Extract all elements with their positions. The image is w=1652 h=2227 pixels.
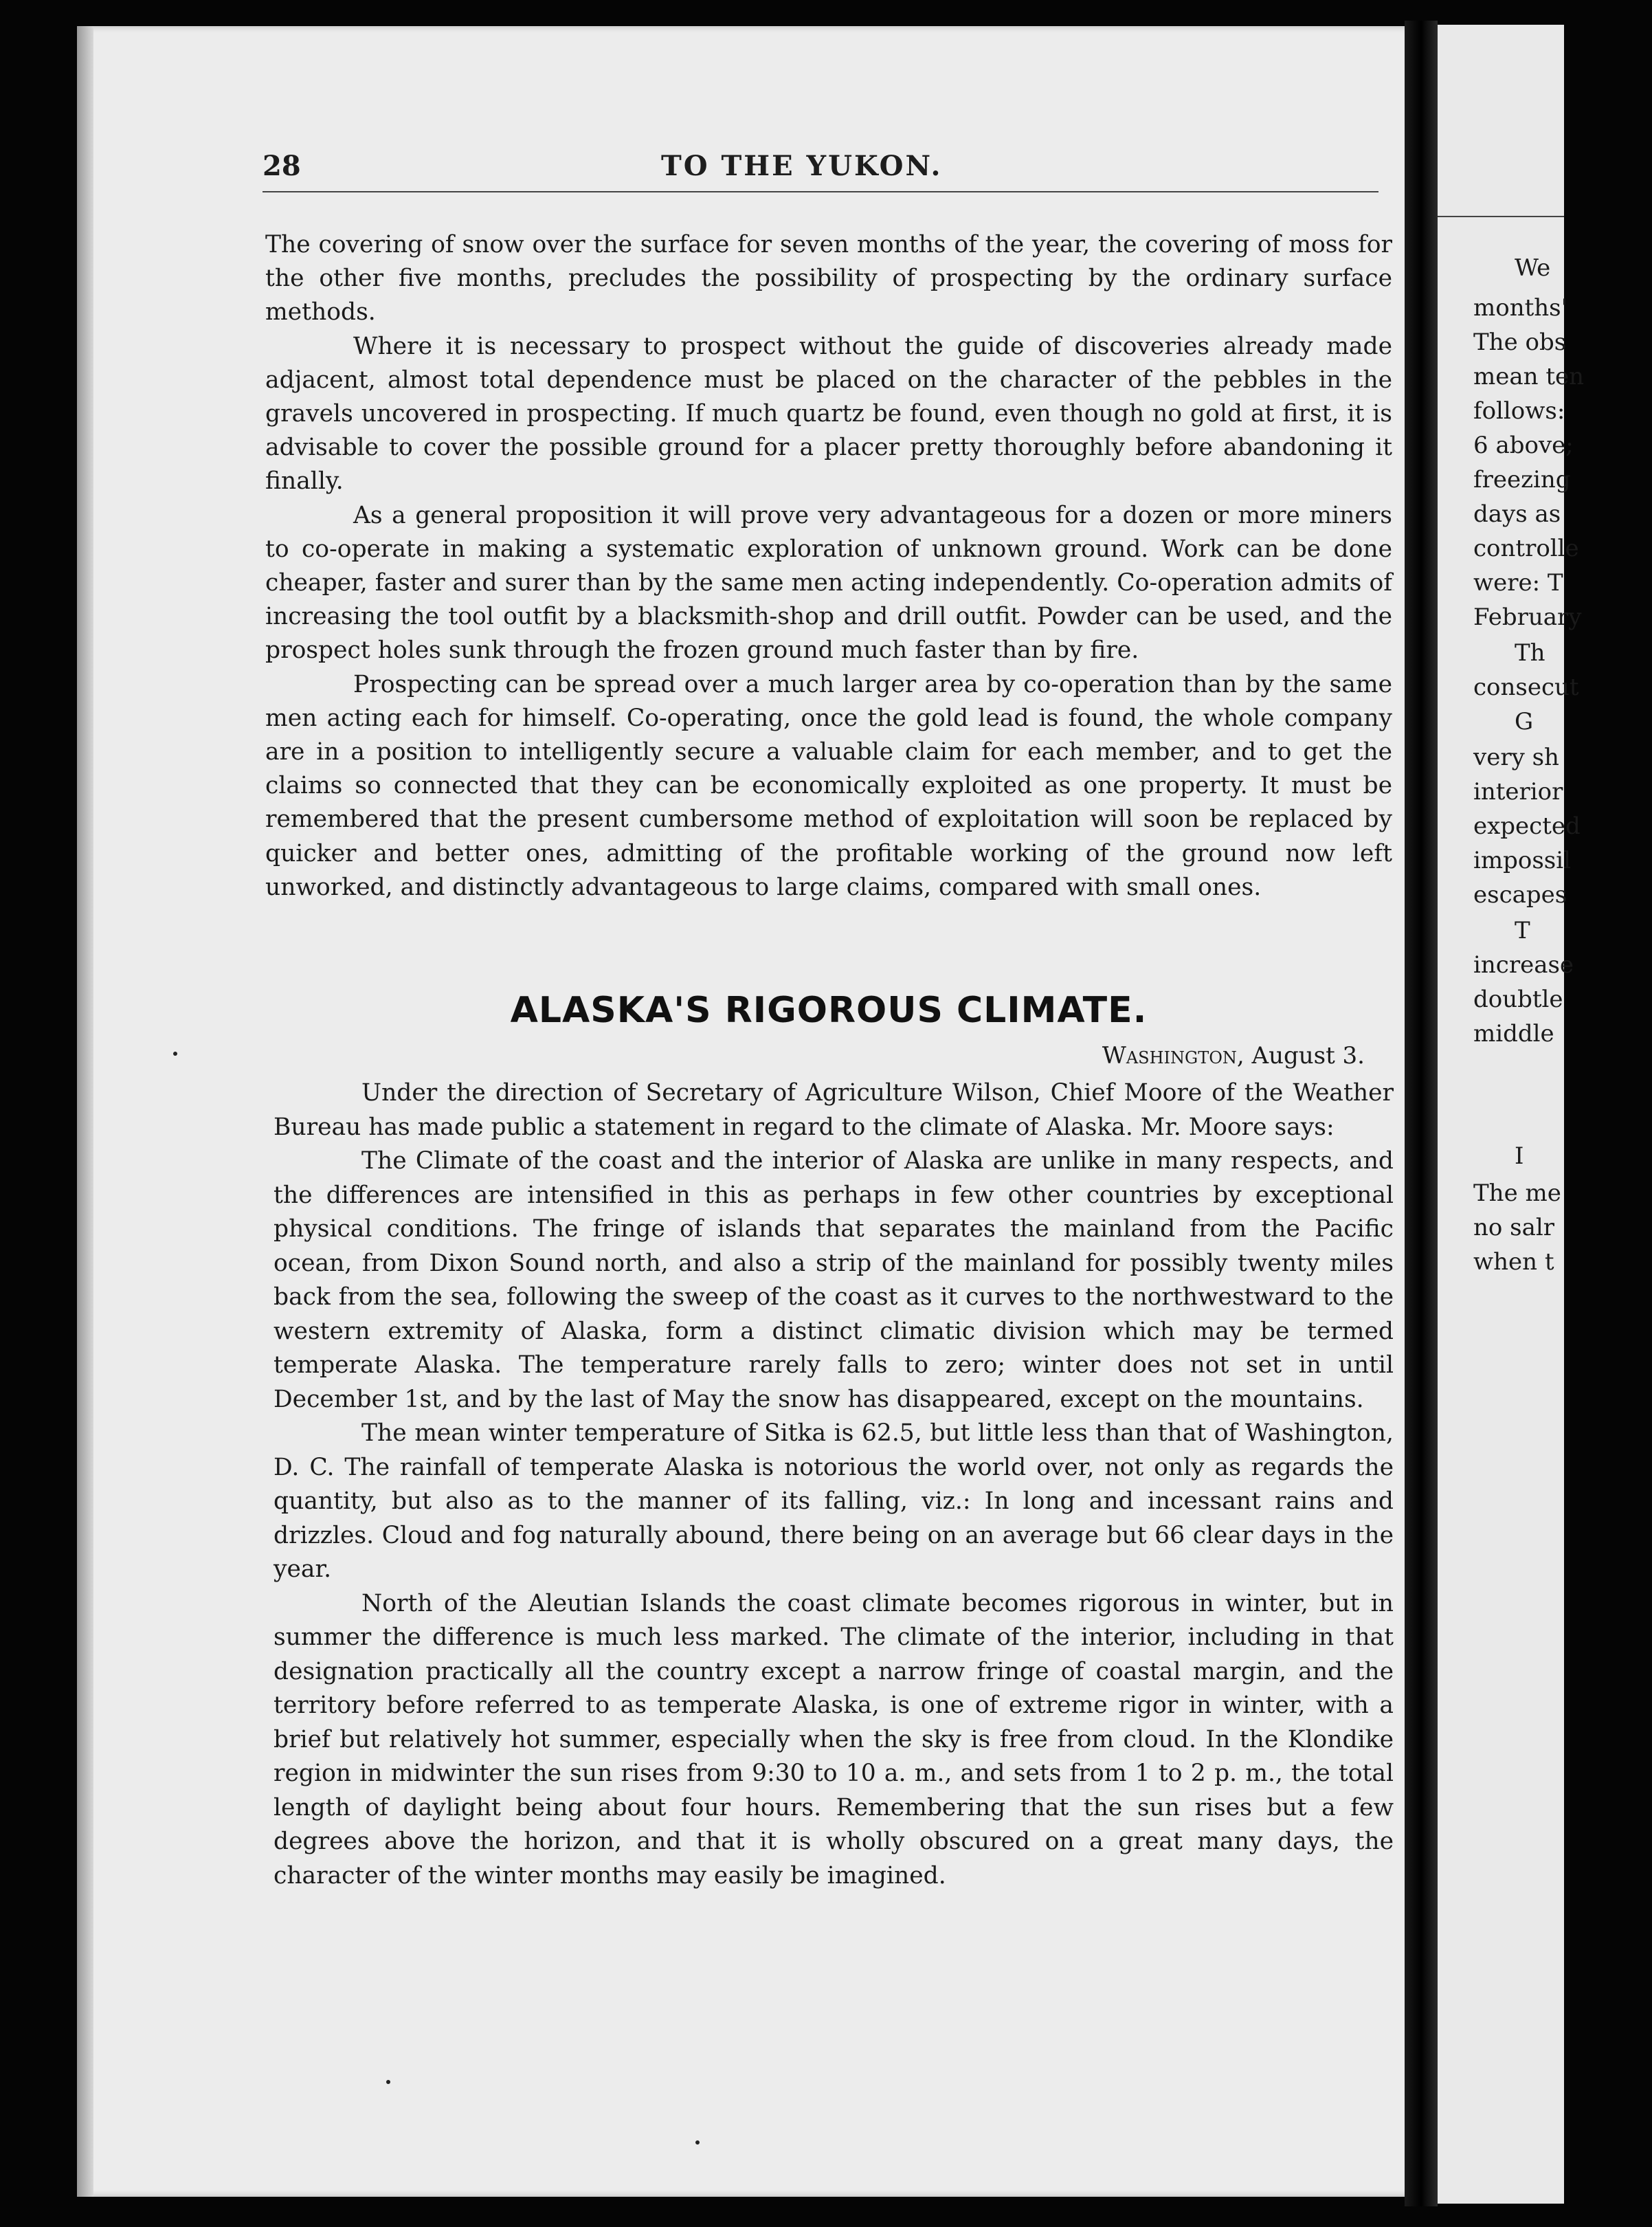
facing-page-line: mean ten <box>1473 363 1585 390</box>
book-page-right <box>1438 25 1585 2204</box>
facing-page-line: consecut <box>1473 674 1579 701</box>
facing-page-line: no salr <box>1473 1214 1555 1241</box>
facing-page-line: very sh <box>1473 744 1559 771</box>
paragraph: Where it is necessary to prospect without the guide of discoveries already made adjacent, almost total dependence must be placed on the character of the pebbles in the gravels uncovered in prospecting. If much quartz be found, even though no gold at first, it is advisable to cover the possible ground for a placer pretty thoroughly before abandoning it finally. <box>265 332 1392 496</box>
facing-page-line: doubtle <box>1473 986 1563 1013</box>
dateline-date: , August 3. <box>1236 1042 1365 1070</box>
facing-page-line: impossil <box>1473 847 1571 874</box>
facing-page-line: T <box>1515 917 1530 944</box>
facing-page-line: controlle <box>1473 535 1579 562</box>
article-climate <box>274 1076 1394 1893</box>
facing-page-line: escapes <box>1473 881 1567 909</box>
paragraph: North of the Aleutian Islands the coast climate becomes rigorous in winter, but in summer the difference is much less marked. The climate of the interior, including in that designation practically all the country except a narrow fringe of coastal margin, and the territory before referred to as temperate Alaska, is one of extreme rigor in winter, with a brief but relatively hot summer, especially when the sky is free from cloud. In the Klondike region in midwinter the sun rises from 9:30 to 10 a. m., and sets from 1 to 2 p. m., the total length of daylight being about four hours. Remembering that the sun rises but a few degrees above the horizon, and that it is wholly obscured on a great many days, the character of the winter months may easily be imagined. <box>274 1589 1394 1890</box>
paragraph: As a general proposition it will prove very advantageous for a dozen or more miners to co-operate in making a systematic exploration of unknown ground. Work can be done cheaper, faster and surer than by the same men acting independently. Co-operation admits of increasing the tool outfit by a blacksmith-shop and drill outfit. Powder can be used, and the prospect holes sunk through the frozen ground much faster than by fire. <box>265 501 1392 665</box>
facing-page-line: middle <box>1473 1020 1554 1048</box>
article-prospecting <box>265 228 1392 905</box>
facing-page-line: G <box>1515 708 1534 735</box>
page-edge-shadow <box>77 26 93 2197</box>
paragraph: The Climate of the coast and the interior of Alaska are unlike in many respects, and the differences are intensified in this as perhaps in few other countries by exceptional physical conditions. The fringe of islands that separates the mainland from the Pacific ocean, from Dixon Sound north, and also a strip of the mainland for possibly twenty miles back from the sea, following the sweep of the coast as it curves to the northwestward to the western extremity of Alaska, form a distinct climatic division which may be termed temperate Alaska. The temperature rarely falls to zero; winter does not set in until December 1st, and by the last of May the snow has disappeared, except on the mountains. <box>274 1147 1394 1413</box>
paragraph: Prospecting can be spread over a much larger area by co-operation than by the same men acting each for himself. Co-operating, once the gold lead is found, the whole company are in a position to intelligently secure a valuable claim for each member, and to get the claims so connected that they can be economically exploited as one property. It must be remembered that the present cumbersome method of exploitation will soon be replaced by quicker and better ones, admitting of the profitable working of the ground now left unworked, and distinctly advantageous to large claims, compared with small ones. <box>265 670 1392 901</box>
facing-page-line: February <box>1473 603 1582 631</box>
paragraph: The mean winter temperature of Sitka is 62.5, but little less than that of Washington, D. C. The rainfall of temperate Alaska is notorious the world over, not only as regards the quantity, but also as to the manner of its falling, viz.: In long and incessant rains and drizzles. Cloud and fog naturally abound, there being on an average but 66 clear days in the year. <box>274 1419 1394 1583</box>
facing-page-line: I <box>1515 1142 1524 1170</box>
facing-page-line: Th <box>1515 639 1545 667</box>
paragraph: Under the direction of Secretary of Agriculture Wilson, Chief Moore of the Weather Bureau has made public a statement in regard to the climate of Alaska. Mr. Moore says: <box>274 1079 1394 1141</box>
facing-page-line: 6 above; <box>1473 432 1574 459</box>
paragraph: The covering of snow over the surface for seven months of the year, the covering of moss for the other five months, precludes the possibility of prospecting by the ordinary surface methods. <box>265 231 1392 326</box>
facing-page-line: The obs <box>1473 329 1567 356</box>
facing-page-line: follows: <box>1473 397 1565 425</box>
facing-header-rule <box>1438 216 1564 217</box>
book-gutter <box>1405 21 1438 2206</box>
running-title: TO THE YUKON. <box>661 150 943 182</box>
facing-page-line: when t <box>1473 1248 1554 1276</box>
facing-page-line: interior <box>1473 778 1563 806</box>
scan-speck <box>386 2080 390 2084</box>
section-heading: ALASKA'S RIGOROUS CLIMATE. <box>510 990 1148 1031</box>
facing-page-line: expected <box>1473 812 1581 840</box>
running-head <box>263 150 1378 191</box>
facing-page-line: freezing <box>1473 466 1571 494</box>
facing-page-line: days as <box>1473 500 1561 528</box>
scan-speck <box>695 2140 700 2145</box>
dateline <box>265 1042 1365 1070</box>
facing-page-line: were: T <box>1473 569 1563 597</box>
scan-speck <box>173 1052 177 1056</box>
page-number: 28 <box>263 150 301 182</box>
facing-page-line: We <box>1515 254 1551 282</box>
facing-page-line: increase <box>1473 951 1574 979</box>
header-rule <box>263 191 1378 192</box>
facing-page-line: months' <box>1473 294 1567 322</box>
facing-page-line: The me <box>1473 1179 1561 1207</box>
dateline-place: Washington <box>1102 1042 1237 1070</box>
